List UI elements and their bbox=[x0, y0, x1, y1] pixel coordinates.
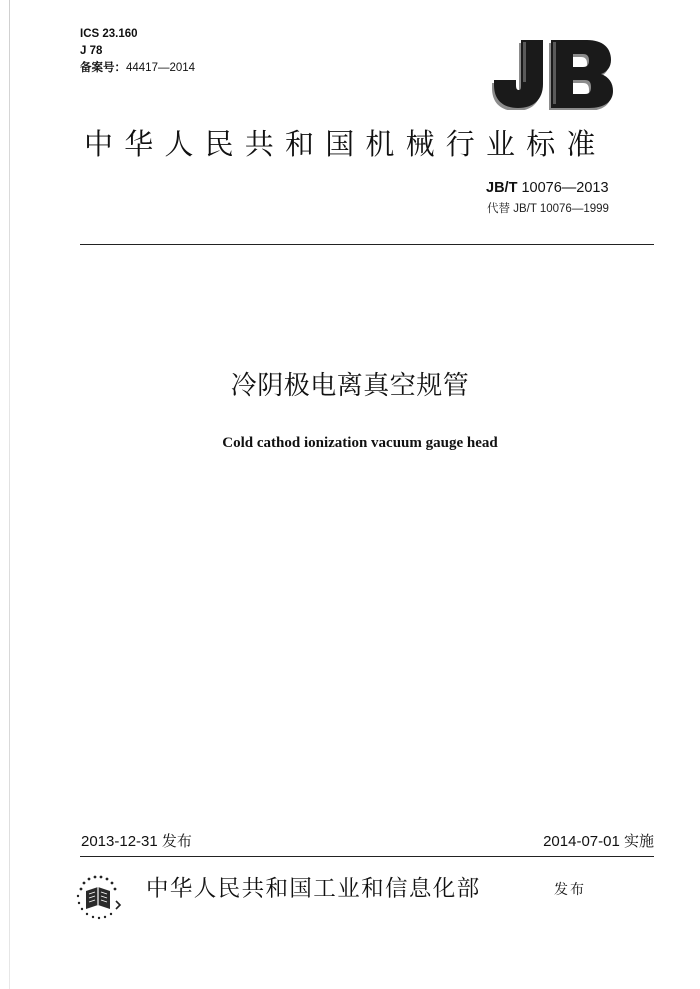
document-title-english: Cold cathod ionization vacuum gauge head bbox=[222, 435, 498, 451]
issue-date-value: 2013-12-31 bbox=[81, 833, 158, 850]
bottom-divider bbox=[80, 856, 654, 857]
standard-number bbox=[486, 178, 609, 198]
scan-edge bbox=[9, 0, 10, 989]
record-label: 备案号： bbox=[80, 62, 126, 74]
issue-label: 发布 bbox=[161, 833, 192, 850]
replaces-number: 10076—1999 bbox=[539, 203, 609, 215]
ministry-emblem-icon bbox=[72, 871, 124, 923]
effective-date bbox=[543, 832, 654, 852]
replaces-label: 代替 bbox=[487, 203, 510, 215]
top-divider bbox=[80, 244, 654, 245]
ics-code: ICS 23.160 bbox=[80, 28, 138, 40]
record-number: 44417—2014 bbox=[126, 62, 196, 74]
replaces-prefix: JB/T bbox=[513, 203, 537, 215]
issuing-ministry: 中华人民共和国工业和信息化部 bbox=[146, 876, 481, 902]
publish-label: 发布 bbox=[554, 882, 586, 898]
classification-block bbox=[80, 26, 195, 77]
record-number-line bbox=[80, 60, 195, 77]
effective-date-value: 2014-07-01 bbox=[543, 833, 620, 850]
industry-standard-title: 中华人民共和国机械行业标准 bbox=[84, 127, 607, 161]
standard-number-prefix: JB/T bbox=[486, 180, 518, 196]
jb-logo bbox=[489, 36, 614, 110]
issue-date bbox=[81, 832, 192, 852]
document-title-chinese: 冷阴极电离真空规管 bbox=[230, 371, 470, 401]
standard-number-value: 10076—2013 bbox=[521, 180, 609, 196]
effective-label: 实施 bbox=[623, 833, 654, 850]
ccs-code: J 78 bbox=[80, 45, 103, 57]
replaces-line bbox=[487, 201, 609, 217]
